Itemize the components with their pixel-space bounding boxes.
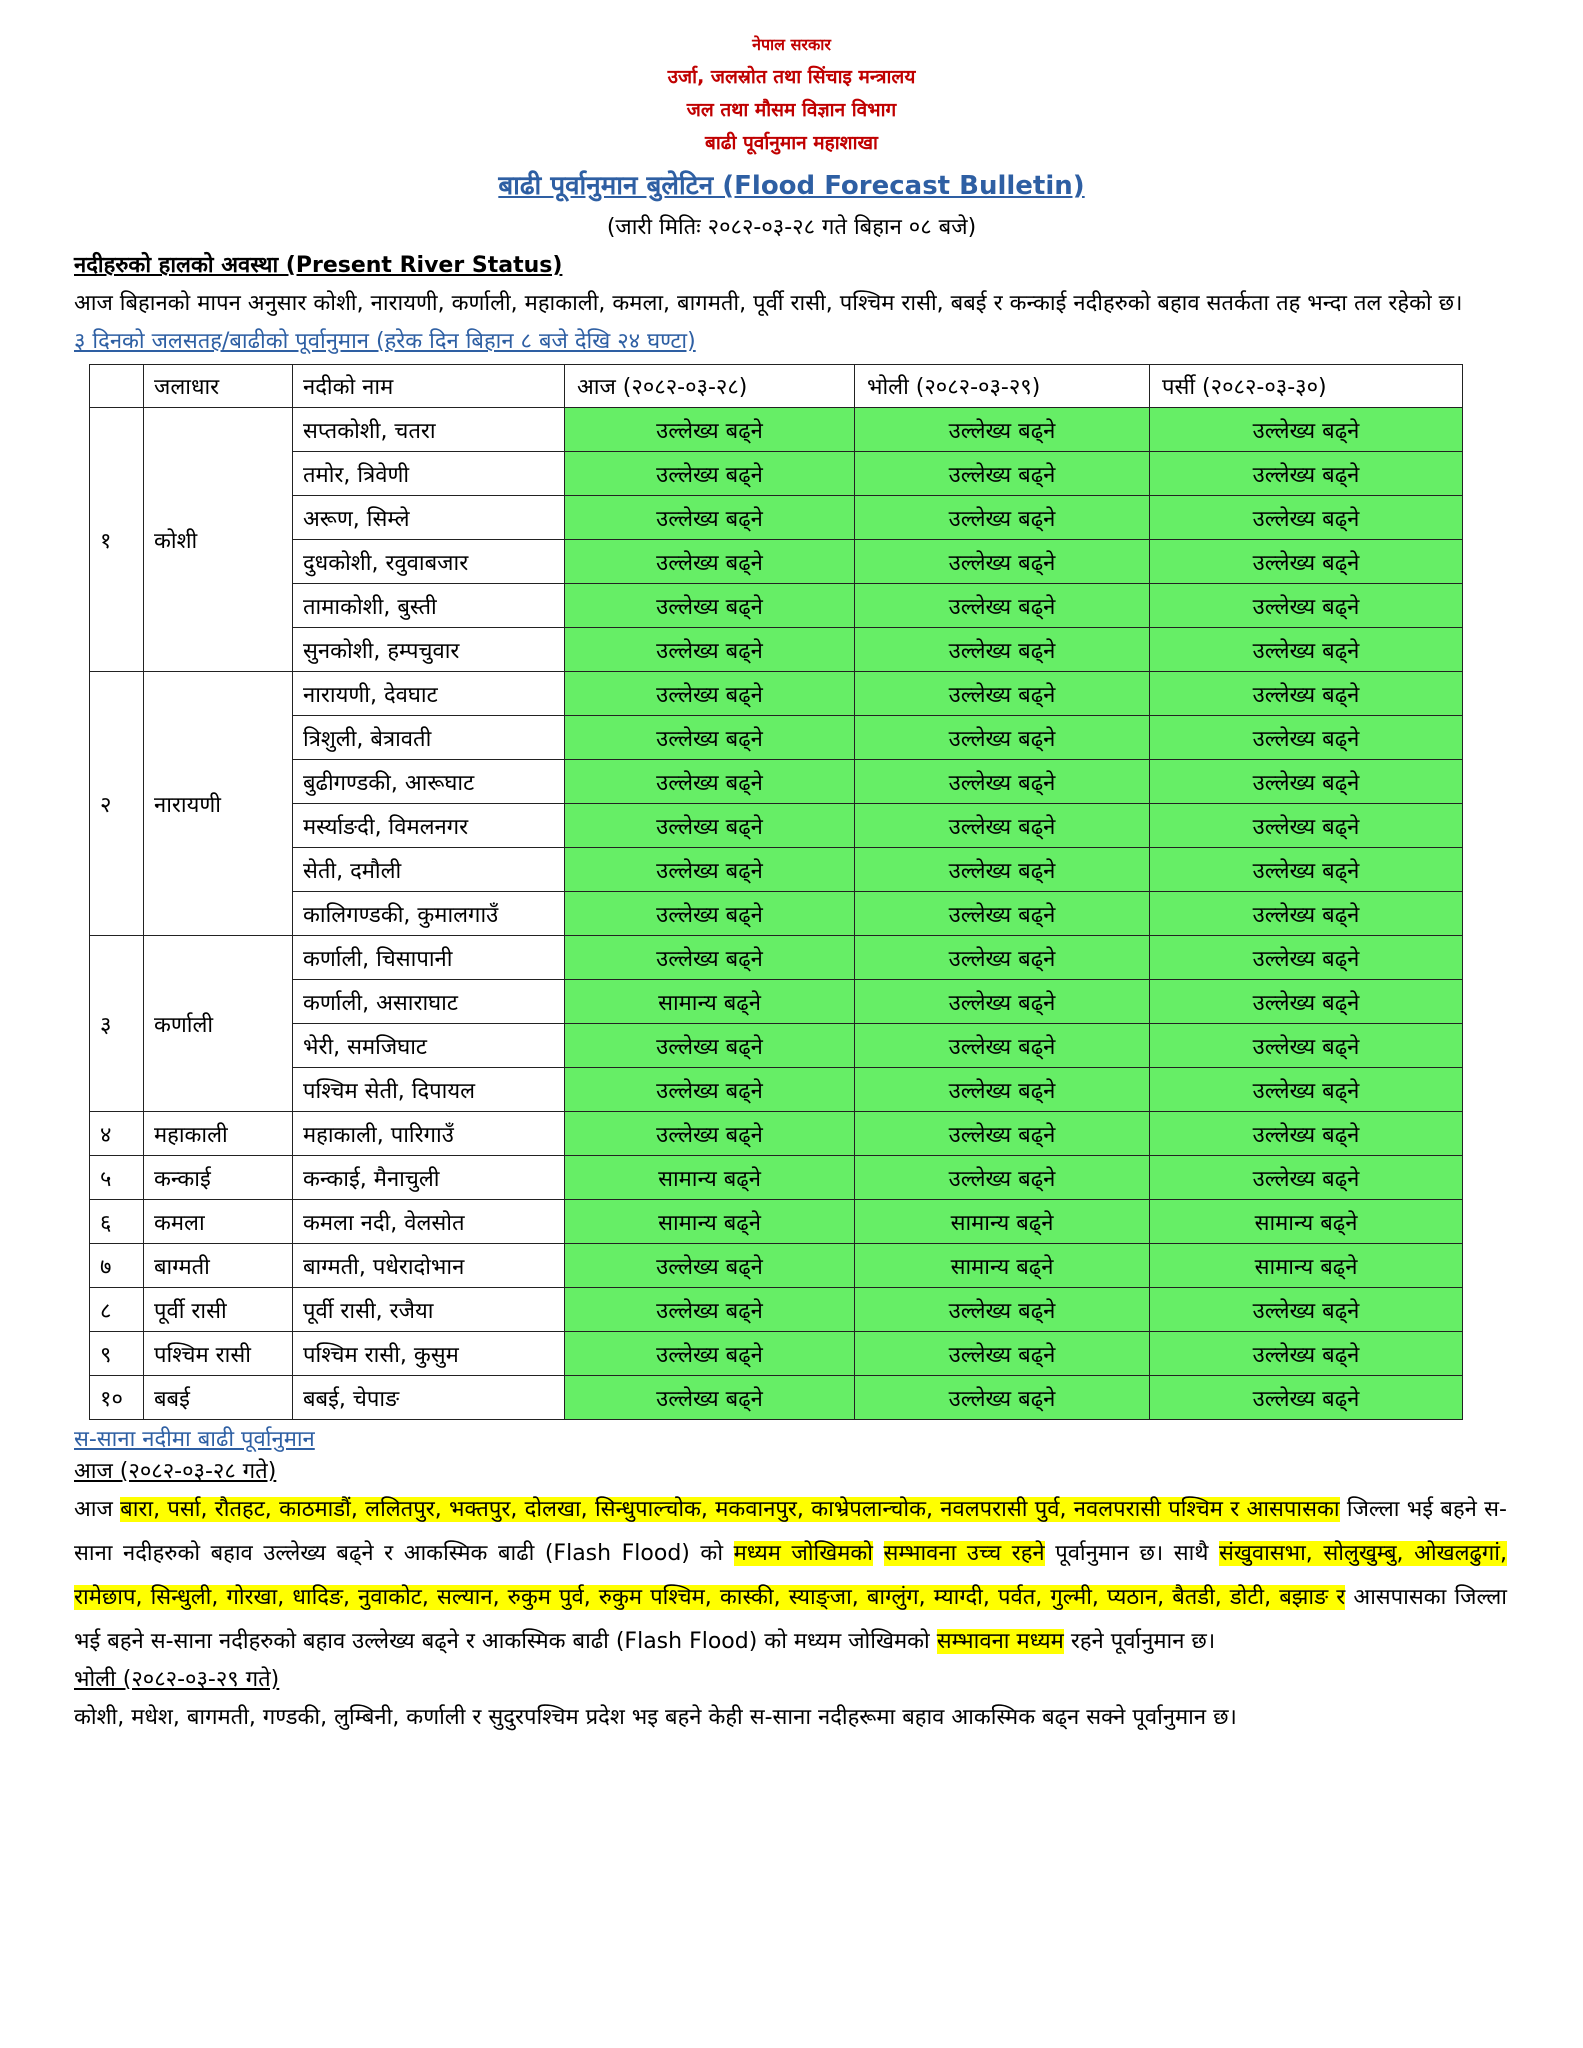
- table-row: [90, 1332, 1463, 1376]
- river-station-cell: दुधकोशी, रवुवाबजार: [293, 540, 565, 584]
- table-row: [90, 936, 1463, 980]
- table-row: [90, 584, 1463, 628]
- river-station-cell: कर्णाली, असाराघाट: [293, 980, 565, 1024]
- issue-date: (जारी मितिः २०८२-०३-२८ गते बिहान ०८ बजे): [606, 215, 977, 240]
- basin-cell: बबई: [144, 1376, 293, 1420]
- table-row: [90, 1068, 1463, 1112]
- forecast-cell-d3: उल्लेख्य बढ्ने: [1150, 760, 1463, 804]
- forecast-cell-d3: उल्लेख्य बढ्ने: [1150, 540, 1463, 584]
- forecast-cell-d1: उल्लेख्य बढ्ने: [565, 848, 855, 892]
- forecast-cell-d2: उल्लेख्य बढ्ने: [855, 628, 1150, 672]
- table-row: [90, 408, 1463, 452]
- highlighted-text: सम्भावना उच्च रहने: [883, 1541, 1045, 1566]
- forecast-cell-d2: सामान्य बढ्ने: [855, 1200, 1150, 1244]
- forecast-cell-d1: उल्लेख्य बढ्ने: [565, 452, 855, 496]
- forecast-cell-d2: सामान्य बढ्ने: [855, 1244, 1150, 1288]
- table-header-row: [90, 365, 1463, 408]
- forecast-cell-d2: उल्लेख्य बढ्ने: [855, 452, 1150, 496]
- forecast-cell-d3: सामान्य बढ्ने: [1150, 1244, 1463, 1288]
- table-row: [90, 760, 1463, 804]
- serial-number-cell: १: [90, 408, 144, 672]
- serial-number-cell: २: [90, 672, 144, 936]
- forecast-cell-d1: उल्लेख्य बढ्ने: [565, 408, 855, 452]
- forecast-cell-d1: उल्लेख्य बढ्ने: [565, 1332, 855, 1376]
- forecast-cell-d2: उल्लेख्य बढ्ने: [855, 892, 1150, 936]
- basin-cell: कमला: [144, 1200, 293, 1244]
- serial-number-cell: ८: [90, 1288, 144, 1332]
- forecast-cell-d2: उल्लेख्य बढ्ने: [855, 716, 1150, 760]
- forecast-cell-d3: सामान्य बढ्ने: [1150, 1200, 1463, 1244]
- serial-number-cell: ५: [90, 1156, 144, 1200]
- forecast-cell-d3: उल्लेख्य बढ्ने: [1150, 980, 1463, 1024]
- forecast-cell-d2: उल्लेख्य बढ्ने: [855, 408, 1150, 452]
- river-station-cell: मर्स्याङदी, विमलनगर: [293, 804, 565, 848]
- river-station-cell: बुढीगण्डकी, आरूघाट: [293, 760, 565, 804]
- forecast-cell-d2: उल्लेख्य बढ्ने: [855, 1156, 1150, 1200]
- forecast-cell-d3: उल्लेख्य बढ्ने: [1150, 408, 1463, 452]
- tomorrow-forecast-text: कोशी, मधेश, बागमती, गण्डकी, लुम्बिनी, कर्णाली र सुदुरपश्चिम प्रदेश भइ बहने केही स-साना नदीहरूमा बहाव आकस्मिक बढ्न सक्ने पूर्वानुमान छ।: [74, 1705, 1237, 1730]
- small-rivers-heading: स-साना नदीमा बाढी पूर्वानुमान: [74, 1427, 315, 1452]
- forecast-cell-d2: उल्लेख्य बढ्ने: [855, 672, 1150, 716]
- river-station-cell: पश्चिम सेती, दिपायल: [293, 1068, 565, 1112]
- column-header-today: आज (२०८२-०३-२८): [565, 365, 855, 408]
- river-station-cell: अरूण, सिम्ले: [293, 496, 565, 540]
- bulletin-title: बाढी पूर्वानुमान बुलेटिन (Flood Forecast Bulletin): [498, 171, 1085, 201]
- table-row: [90, 672, 1463, 716]
- table-row: [90, 1244, 1463, 1288]
- table-row: [90, 848, 1463, 892]
- forecast-cell-d2: उल्लेख्य बढ्ने: [855, 804, 1150, 848]
- forecast-cell-d1: उल्लेख्य बढ्ने: [565, 892, 855, 936]
- forecast-cell-d2: उल्लेख्य बढ्ने: [855, 496, 1150, 540]
- paragraph-text: [873, 1541, 884, 1566]
- forecast-cell-d2: उल्लेख्य बढ्ने: [855, 1068, 1150, 1112]
- river-station-cell: तमोर, त्रिवेणी: [293, 452, 565, 496]
- forecast-cell-d3: उल्लेख्य बढ्ने: [1150, 892, 1463, 936]
- paragraph-text: आज: [74, 1497, 121, 1522]
- forecast-cell-d3: उल्लेख्य बढ्ने: [1150, 1288, 1463, 1332]
- division-name: बाढी पूर्वानुमान महाशाखा: [705, 132, 878, 154]
- forecast-cell-d2: उल्लेख्य बढ्ने: [855, 1332, 1150, 1376]
- table-row: [90, 1112, 1463, 1156]
- river-station-cell: त्रिशुली, बेत्रावती: [293, 716, 565, 760]
- forecast-cell-d1: उल्लेख्य बढ्ने: [565, 584, 855, 628]
- forecast-cell-d3: उल्लेख्य बढ्ने: [1150, 584, 1463, 628]
- table-row: [90, 892, 1463, 936]
- river-station-cell: पूर्वी रासी, रजैया: [293, 1288, 565, 1332]
- serial-number-cell: ४: [90, 1112, 144, 1156]
- river-station-cell: कर्णाली, चिसापानी: [293, 936, 565, 980]
- river-station-cell: भेरी, समजिघाट: [293, 1024, 565, 1068]
- forecast-cell-d3: उल्लेख्य बढ्ने: [1150, 1376, 1463, 1420]
- forecast-cell-d1: उल्लेख्य बढ्ने: [565, 628, 855, 672]
- department-name: जल तथा मौसम विज्ञान विभाग: [686, 99, 897, 121]
- basin-cell: नारायणी: [144, 672, 293, 936]
- forecast-cell-d3: उल्लेख्य बढ्ने: [1150, 1068, 1463, 1112]
- basin-cell: कोशी: [144, 408, 293, 672]
- paragraph-text: आसपासका जिल्ला भई बहने स-साना नदीहरुको बहाव उल्लेख्य बढ्ने र आकस्मिक बाढी (Flash Flood) को मध्यम जोखिमको: [74, 1585, 1507, 1654]
- paragraph-text: जिल्ला भई बहने स-साना नदीहरुको बहाव उल्लेख्य बढ्ने र आकस्मिक बाढी (Flash Flood) को: [74, 1497, 1507, 1566]
- highlighted-text: संखुवासभा, सोलुखुम्बु, ओखलढुगां, रामेछाप, सिन्धुली, गोरखा, धादिङ, नुवाकोट, सल्यान, रुकुम पुर्व, रुकुम पश्चिम, कास्की, स्याङ्जा, बाग्लुंग, म्याग्दी, पर्वत, गुल्मी, प्यठान, बैतडी, डोटी, बझाङ र: [74, 1541, 1507, 1610]
- forecast-cell-d3: उल्लेख्य बढ्ने: [1150, 452, 1463, 496]
- basin-cell: पश्चिम रासी: [144, 1332, 293, 1376]
- forecast-cell-d1: उल्लेख्य बढ्ने: [565, 804, 855, 848]
- forecast-cell-d1: उल्लेख्य बढ्ने: [565, 1068, 855, 1112]
- column-header-day-after: पर्सी (२०८२-०३-३०): [1150, 365, 1463, 408]
- highlighted-text: सम्भावना मध्यम: [936, 1629, 1064, 1654]
- table-row: [90, 716, 1463, 760]
- river-station-cell: कालिगण्डकी, कुमालगाउँ: [293, 892, 565, 936]
- forecast-cell-d1: उल्लेख्य बढ्ने: [565, 1112, 855, 1156]
- river-station-cell: सप्तकोशी, चतरा: [293, 408, 565, 452]
- basin-cell: कर्णाली: [144, 936, 293, 1112]
- forecast-cell-d1: उल्लेख्य बढ्ने: [565, 936, 855, 980]
- basin-cell: पूर्वी रासी: [144, 1288, 293, 1332]
- river-station-cell: कन्काई, मैनाचुली: [293, 1156, 565, 1200]
- table-row: [90, 540, 1463, 584]
- column-header-sn: [90, 365, 144, 408]
- forecast-cell-d1: उल्लेख्य बढ्ने: [565, 1024, 855, 1068]
- serial-number-cell: ९: [90, 1332, 144, 1376]
- serial-number-cell: ६: [90, 1200, 144, 1244]
- column-header-basin: जलाधार: [144, 365, 293, 408]
- forecast-cell-d3: उल्लेख्य बढ्ने: [1150, 1332, 1463, 1376]
- forecast-cell-d3: उल्लेख्य बढ्ने: [1150, 1024, 1463, 1068]
- forecast-cell-d2: उल्लेख्य बढ्ने: [855, 760, 1150, 804]
- forecast-cell-d3: उल्लेख्य बढ्ने: [1150, 672, 1463, 716]
- table-row: [90, 1156, 1463, 1200]
- basin-cell: कन्काई: [144, 1156, 293, 1200]
- forecast-cell-d2: उल्लेख्य बढ्ने: [855, 584, 1150, 628]
- forecast-cell-d2: उल्लेख्य बढ्ने: [855, 1376, 1150, 1420]
- river-station-cell: बबई, चेपाङ: [293, 1376, 565, 1420]
- tomorrow-label: भोली (२०८२-०३-२९ गते): [74, 1667, 280, 1692]
- river-station-cell: सेती, दमौली: [293, 848, 565, 892]
- basin-cell: बाग्मती: [144, 1244, 293, 1288]
- forecast-cell-d2: उल्लेख्य बढ्ने: [855, 1112, 1150, 1156]
- table-row: [90, 452, 1463, 496]
- serial-number-cell: ३: [90, 936, 144, 1112]
- ministry-name: उर्जा, जलस्रोत तथा सिंचाइ मन्त्रालय: [667, 66, 916, 88]
- forecast-cell-d1: उल्लेख्य बढ्ने: [565, 1376, 855, 1420]
- river-station-cell: नारायणी, देवघाट: [293, 672, 565, 716]
- present-status-text: आज बिहानको मापन अनुसार कोशी, नारायणी, कर्णाली, महाकाली, कमला, बागमती, पूर्वी रासी, पश्चिम रासी, बबई र कन्काई नदीहरुको बहाव सतर्कता तह भन्दा तल रहेको छ।: [74, 291, 1463, 316]
- forecast-table-heading: ३ दिनको जलसतह/बाढीको पूर्वानुमान (हरेक दिन बिहान ८ बजे देखि २४ घण्टा): [74, 329, 696, 354]
- forecast-cell-d2: उल्लेख्य बढ्ने: [855, 848, 1150, 892]
- forecast-cell-d1: उल्लेख्य बढ्ने: [565, 540, 855, 584]
- forecast-cell-d3: उल्लेख्य बढ्ने: [1150, 1112, 1463, 1156]
- today-forecast-text: [74, 1488, 1507, 1664]
- river-station-cell: सुनकोशी, हम्पचुवार: [293, 628, 565, 672]
- forecast-cell-d1: उल्लेख्य बढ्ने: [565, 672, 855, 716]
- table-row: [90, 1024, 1463, 1068]
- today-label: आज (२०८२-०३-२८ गते): [74, 1459, 277, 1484]
- table-row: [90, 980, 1463, 1024]
- forecast-cell-d3: उल्लेख्य बढ्ने: [1150, 716, 1463, 760]
- highlighted-text: मध्यम जोखिमको: [733, 1541, 873, 1566]
- forecast-table-body: [90, 408, 1463, 1420]
- forecast-cell-d3: उल्लेख्य बढ्ने: [1150, 628, 1463, 672]
- table-row: [90, 496, 1463, 540]
- table-row: [90, 804, 1463, 848]
- forecast-cell-d1: सामान्य बढ्ने: [565, 1200, 855, 1244]
- table-row: [90, 1200, 1463, 1244]
- serial-number-cell: ७: [90, 1244, 144, 1288]
- forecast-cell-d1: सामान्य बढ्ने: [565, 980, 855, 1024]
- river-station-cell: महाकाली, पारिगाउँ: [293, 1112, 565, 1156]
- government-name: नेपाल सरकार: [752, 35, 831, 54]
- forecast-cell-d2: उल्लेख्य बढ्ने: [855, 936, 1150, 980]
- basin-cell: महाकाली: [144, 1112, 293, 1156]
- river-station-cell: तामाकोशी, बुस्ती: [293, 584, 565, 628]
- forecast-cell-d1: उल्लेख्य बढ्ने: [565, 1288, 855, 1332]
- forecast-table: [89, 364, 1463, 1420]
- highlighted-text: बारा, पर्सा, रौतहट, काठमाडौं, ललितपुर, भक्तपुर, दोलखा, सिन्धुपाल्चोक, मकवानपुर, काभ्रेपलान्चोक, नवलपरासी पुर्व, नवलपरासी पश्चिम र आसपासका: [120, 1497, 1340, 1522]
- table-row: [90, 628, 1463, 672]
- paragraph-text: पूर्वानुमान छ। साथै: [1044, 1541, 1219, 1566]
- forecast-cell-d2: उल्लेख्य बढ्ने: [855, 980, 1150, 1024]
- river-station-cell: कमला नदी, वेलसोत: [293, 1200, 565, 1244]
- table-row: [90, 1376, 1463, 1420]
- river-station-cell: बाग्मती, पधेरादोभान: [293, 1244, 565, 1288]
- forecast-cell-d3: उल्लेख्य बढ्ने: [1150, 936, 1463, 980]
- forecast-cell-d3: उल्लेख्य बढ्ने: [1150, 848, 1463, 892]
- present-status-heading: नदीहरुको हालको अवस्था (Present River Status): [74, 253, 563, 278]
- forecast-cell-d1: उल्लेख्य बढ्ने: [565, 716, 855, 760]
- forecast-cell-d1: उल्लेख्य बढ्ने: [565, 496, 855, 540]
- river-station-cell: पश्चिम रासी, कुसुम: [293, 1332, 565, 1376]
- table-row: [90, 1288, 1463, 1332]
- forecast-cell-d3: उल्लेख्य बढ्ने: [1150, 496, 1463, 540]
- bulletin-header: [0, 0, 1583, 160]
- forecast-cell-d2: उल्लेख्य बढ्ने: [855, 1288, 1150, 1332]
- serial-number-cell: १०: [90, 1376, 144, 1420]
- column-header-tomorrow: भोली (२०८२-०३-२९): [855, 365, 1150, 408]
- forecast-cell-d3: उल्लेख्य बढ्ने: [1150, 1156, 1463, 1200]
- forecast-cell-d1: उल्लेख्य बढ्ने: [565, 1244, 855, 1288]
- forecast-cell-d2: उल्लेख्य बढ्ने: [855, 540, 1150, 584]
- forecast-cell-d2: उल्लेख्य बढ्ने: [855, 1024, 1150, 1068]
- forecast-cell-d3: उल्लेख्य बढ्ने: [1150, 804, 1463, 848]
- column-header-river: नदीको नाम: [293, 365, 565, 408]
- forecast-cell-d1: उल्लेख्य बढ्ने: [565, 760, 855, 804]
- paragraph-text: रहने पूर्वानुमान छ।: [1063, 1629, 1216, 1654]
- forecast-cell-d1: सामान्य बढ्ने: [565, 1156, 855, 1200]
